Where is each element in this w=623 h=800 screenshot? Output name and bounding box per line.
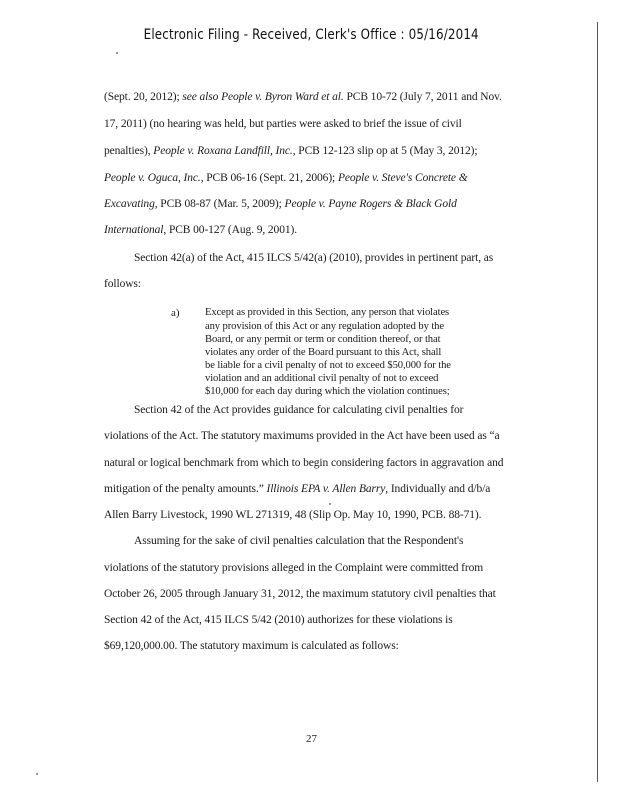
text-span: , PCB 06-16 (Sept. 21, 2006);: [200, 172, 338, 184]
text-line: [134, 252, 493, 264]
text-line: [104, 588, 496, 600]
text-line: [104, 198, 457, 210]
text-line: [134, 535, 463, 547]
quote-label: a): [171, 307, 180, 319]
text-span: mitigation of the penalty amounts.”: [104, 483, 267, 495]
text-line: [134, 404, 463, 416]
right-margin-rule: [597, 22, 598, 782]
text-line: [104, 172, 468, 184]
text-span: , PCB 00-127 (Aug. 9, 2001).: [163, 224, 297, 236]
text-span: Allen Barry Livestock, 1990 WL 271319, 48 (Slip Op. May 10, 1990, PCB. 88-71).: [104, 509, 482, 521]
case-name: Illinois EPA v. Allen Barry: [266, 483, 386, 495]
filing-stamp-header: Electronic Filing - Received, Clerk's Office : 05/16/2014: [143, 27, 479, 43]
text-span: , PCB 08-87 (Mar. 5, 2009);: [154, 198, 285, 210]
text-line: [104, 145, 478, 157]
quote-line: $10,000 for each day during which the violation continues;: [205, 386, 450, 397]
scan-speck: [329, 503, 331, 505]
text-line: [104, 509, 481, 521]
text-line: [104, 430, 500, 442]
text-span: PCB 10-72 (July 7, 2011 and Nov.: [343, 91, 502, 103]
quote-line: violation and an additional civil penalty of not to exceed: [205, 373, 439, 384]
quote-line: Except as provided in this Section, any person that violates: [205, 307, 450, 318]
scan-speck: [116, 52, 118, 54]
text-span: violations of the statutory provisions alleged in the Complaint were committed from: [104, 562, 484, 574]
case-name: People v. Payne Rogers & Black Gold: [284, 198, 457, 210]
text-line: [104, 91, 502, 103]
text-span: Assuming for the sake of civil penalties calculation that the Respondent's: [134, 535, 464, 547]
text-line: [104, 118, 462, 130]
text-line: [104, 614, 453, 626]
case-name: see also People v. Byron Ward et al.: [182, 91, 344, 103]
quote-line: any provision of this Act or any regulation adopted by the: [205, 321, 444, 332]
text-line: [104, 278, 141, 290]
text-span: Section 42(a) of the Act, 415 ILCS 5/42(a) (2010), provides in pertinent part, as: [134, 252, 494, 264]
text-span: Section 42 of the Act provides guidance for calculating civil penalties for: [134, 404, 464, 416]
case-name: People v. Roxana Landfill, Inc.: [153, 145, 293, 157]
scan-speck: [36, 773, 38, 775]
case-name: Excavating: [104, 198, 155, 210]
case-name: People v. Oguca, Inc.: [104, 172, 201, 184]
text-span: , Individually and d/b/a: [385, 483, 491, 495]
text-span: Section 42 of the Act, 415 ILCS 5/42 (2010) authorizes for these violations is: [104, 614, 453, 626]
text-span: follows:: [104, 278, 141, 290]
text-span: penalties),: [104, 145, 154, 157]
text-span: 17, 2011) (no hearing was held, but parties were asked to brief the issue of civil: [104, 118, 462, 130]
page-number: 27: [306, 733, 317, 745]
text-span: $69,120,000.00. The statutory maximum is calculated as follows:: [104, 640, 399, 652]
text-line: [104, 224, 297, 236]
case-name: People v. Steve's Concrete &: [337, 172, 468, 184]
quote-line: violates any order of the Board pursuant to this Act, shall: [205, 347, 442, 358]
text-line: [104, 562, 483, 574]
case-name: International: [104, 224, 164, 236]
quote-line: be liable for a civil penalty of not to exceed $50,000 for the: [205, 360, 451, 371]
text-line: [104, 457, 503, 469]
quote-line: Board, or any permit or term or condition thereof, or that: [205, 334, 441, 345]
text-line: [104, 640, 399, 652]
text-span: natural or logical benchmark from which to begin considering factors in aggravation and: [104, 457, 504, 469]
text-span: violations of the Act. The statutory maximums provided in the Act have been used as “a: [104, 430, 500, 442]
text-span: October 26, 2005 through January 31, 2012, the maximum statutory civil penalties that: [104, 588, 496, 600]
text-span: , PCB 12-123 slip op at 5 (May 3, 2012);: [292, 145, 478, 157]
text-line: [104, 483, 490, 495]
text-span: (Sept. 20, 2012);: [104, 91, 183, 103]
